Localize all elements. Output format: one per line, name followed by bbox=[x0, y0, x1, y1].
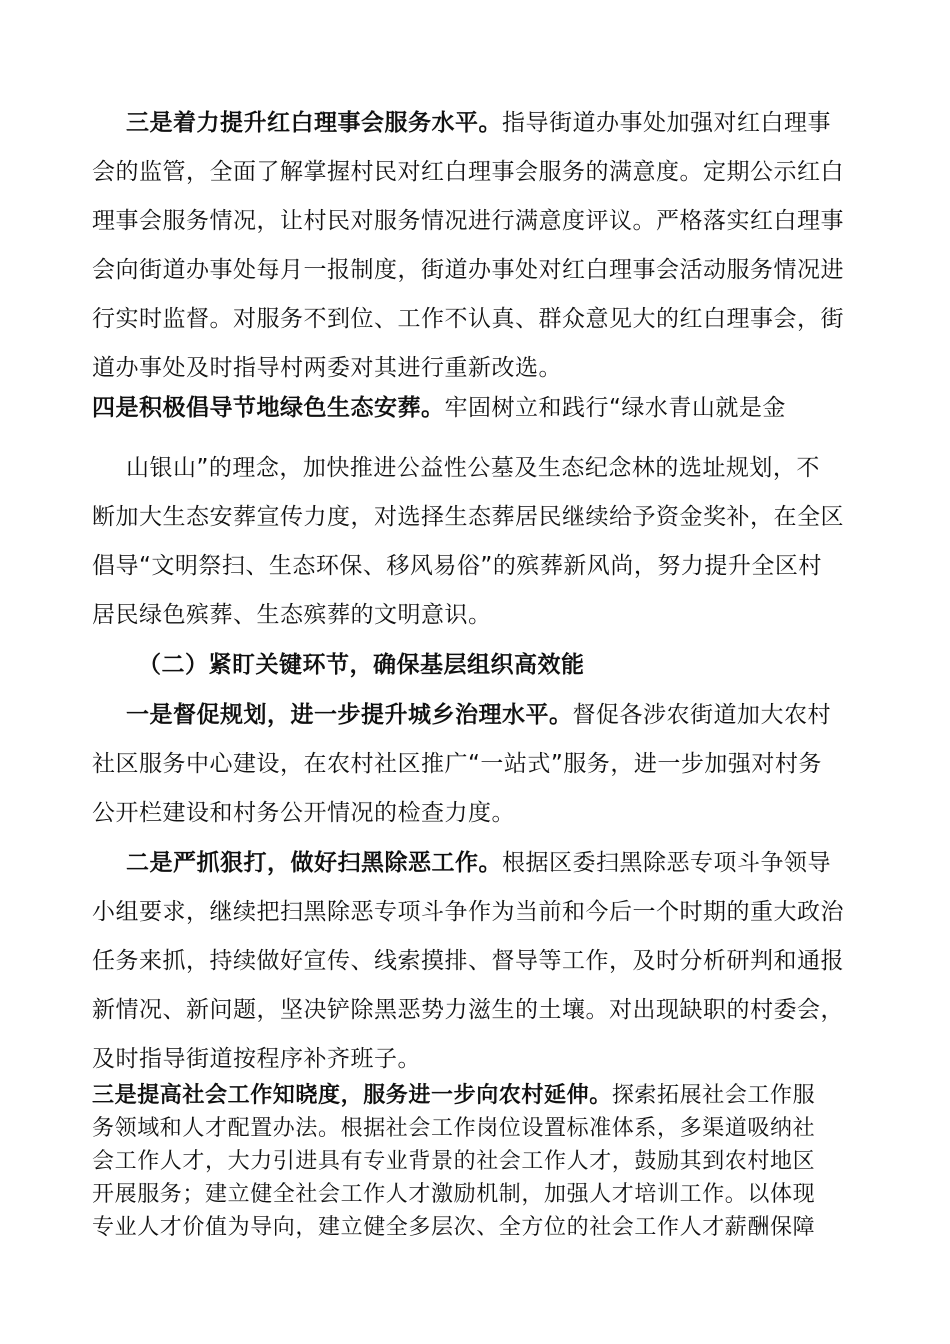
paragraph-line bbox=[92, 1044, 421, 1074]
paragraph-heading: 三是着力提升红白理事会服务水平。 bbox=[126, 110, 502, 136]
paragraph-text: 根据区委扫黑除恶专项斗争领导 bbox=[502, 850, 831, 876]
paragraph-line bbox=[92, 551, 822, 581]
paragraph-text: 行实时监督。对服务不到位、工作不认真、群众意见大的红白理事会，街 bbox=[92, 306, 844, 332]
paragraph-line bbox=[92, 1148, 815, 1176]
paragraph-text: 会向街道办事处每月一报制度，街道办事处对红白理事会活动服务情况进 bbox=[92, 257, 844, 283]
paragraph-text: 及时指导街道按程序补齐班子。 bbox=[92, 1046, 421, 1072]
paragraph-line bbox=[92, 393, 786, 423]
paragraph-text: 开展服务；建立健全社会工作人才激励机制，加强人才培训工作。以体现 bbox=[92, 1182, 816, 1207]
paragraph-line bbox=[92, 600, 492, 630]
paragraph-text: 会工作人才，大力引进具有专业背景的社会工作人才，鼓励其到农村地区 bbox=[92, 1149, 816, 1174]
paragraph-line bbox=[92, 1214, 815, 1242]
paragraph-heading: 二是严抓狠打，做好扫黑除恶工作。 bbox=[126, 850, 502, 876]
paragraph-line bbox=[92, 946, 844, 976]
paragraph-line bbox=[126, 848, 831, 878]
paragraph-text: 理事会服务情况，让村民对服务情况进行满意度评议。严格落实红白理事 bbox=[92, 208, 844, 234]
paragraph-line bbox=[92, 353, 562, 383]
paragraph-line bbox=[126, 700, 831, 730]
paragraph-line bbox=[92, 206, 844, 236]
paragraph-line bbox=[126, 453, 820, 483]
paragraph-line bbox=[92, 255, 844, 285]
paragraph-text: 社区服务中心建设，在农村社区推广“一站式”服务，进一步加强对村务 bbox=[92, 751, 822, 777]
paragraph-text: 指导街道办事处加强对红白理事 bbox=[502, 110, 831, 136]
paragraph-text: 督促各涉农街道加大农村 bbox=[572, 702, 831, 728]
paragraph-line bbox=[92, 1115, 815, 1143]
paragraph-line bbox=[92, 995, 844, 1025]
paragraph-text: 断加大生态安葬宣传力度，对选择生态葬居民继续给予资金奖补，在全区 bbox=[92, 504, 844, 530]
paragraph-text: 道办事处及时指导村两委对其进行重新改选。 bbox=[92, 355, 562, 381]
paragraph-text: 探索拓展社会工作服 bbox=[611, 1083, 816, 1108]
paragraph-heading: 一是督促规划，进一步提升城乡治理水平。 bbox=[126, 702, 573, 728]
section-heading bbox=[138, 650, 585, 680]
paragraph-line bbox=[92, 749, 822, 779]
paragraph-text: 居民绿色殡葬、生态殡葬的文明意识。 bbox=[92, 602, 492, 628]
paragraph-text: 山银山”的理念，加快推进公益性公墓及生态纪念林的选址规划，不 bbox=[126, 455, 820, 481]
paragraph-text: 任务来抓，持续做好宣传、线索摸排、督导等工作，及时分析研判和通报 bbox=[92, 948, 844, 974]
paragraph-line bbox=[92, 897, 844, 927]
paragraph-text: 务领域和人才配置办法。根据社会工作岗位设置标准体系，多渠道吸纳社 bbox=[92, 1116, 816, 1141]
paragraph-line bbox=[92, 1082, 815, 1110]
paragraph-line bbox=[92, 157, 844, 187]
paragraph-text: 新情况、新问题，坚决铲除黑恶势力滋生的土壤。对出现缺职的村委会， bbox=[92, 997, 844, 1023]
paragraph-text: 公开栏建设和村务公开情况的检查力度。 bbox=[92, 800, 515, 826]
paragraph-line bbox=[92, 798, 515, 828]
paragraph-line bbox=[92, 502, 844, 532]
paragraph-text: 会的监管，全面了解掌握村民对红白理事会服务的满意度。定期公示红白 bbox=[92, 159, 844, 185]
paragraph-text: 专业人才价值为导向，建立健全多层次、全方位的社会工作人才薪酬保障 bbox=[92, 1215, 816, 1240]
paragraph-line bbox=[92, 304, 844, 334]
paragraph-line bbox=[126, 108, 831, 138]
paragraph-text: 小组要求，继续把扫黑除恶专项斗争作为当前和今后一个时期的重大政治 bbox=[92, 899, 844, 925]
paragraph-heading: 三是提高社会工作知晓度，服务进一步向农村延伸。 bbox=[92, 1083, 612, 1108]
paragraph-line bbox=[92, 1181, 815, 1209]
paragraph-text: 倡导“文明祭扫、生态环保、移风易俗”的殡葬新风尚，努力提升全区村 bbox=[92, 553, 822, 579]
section-heading-text: （二）紧盯关键环节，确保基层组织高效能 bbox=[138, 652, 585, 678]
paragraph-heading: 四是积极倡导节地绿色生态安葬。 bbox=[92, 395, 445, 421]
paragraph-text: 牢固树立和践行“绿水青山就是金 bbox=[444, 395, 786, 421]
